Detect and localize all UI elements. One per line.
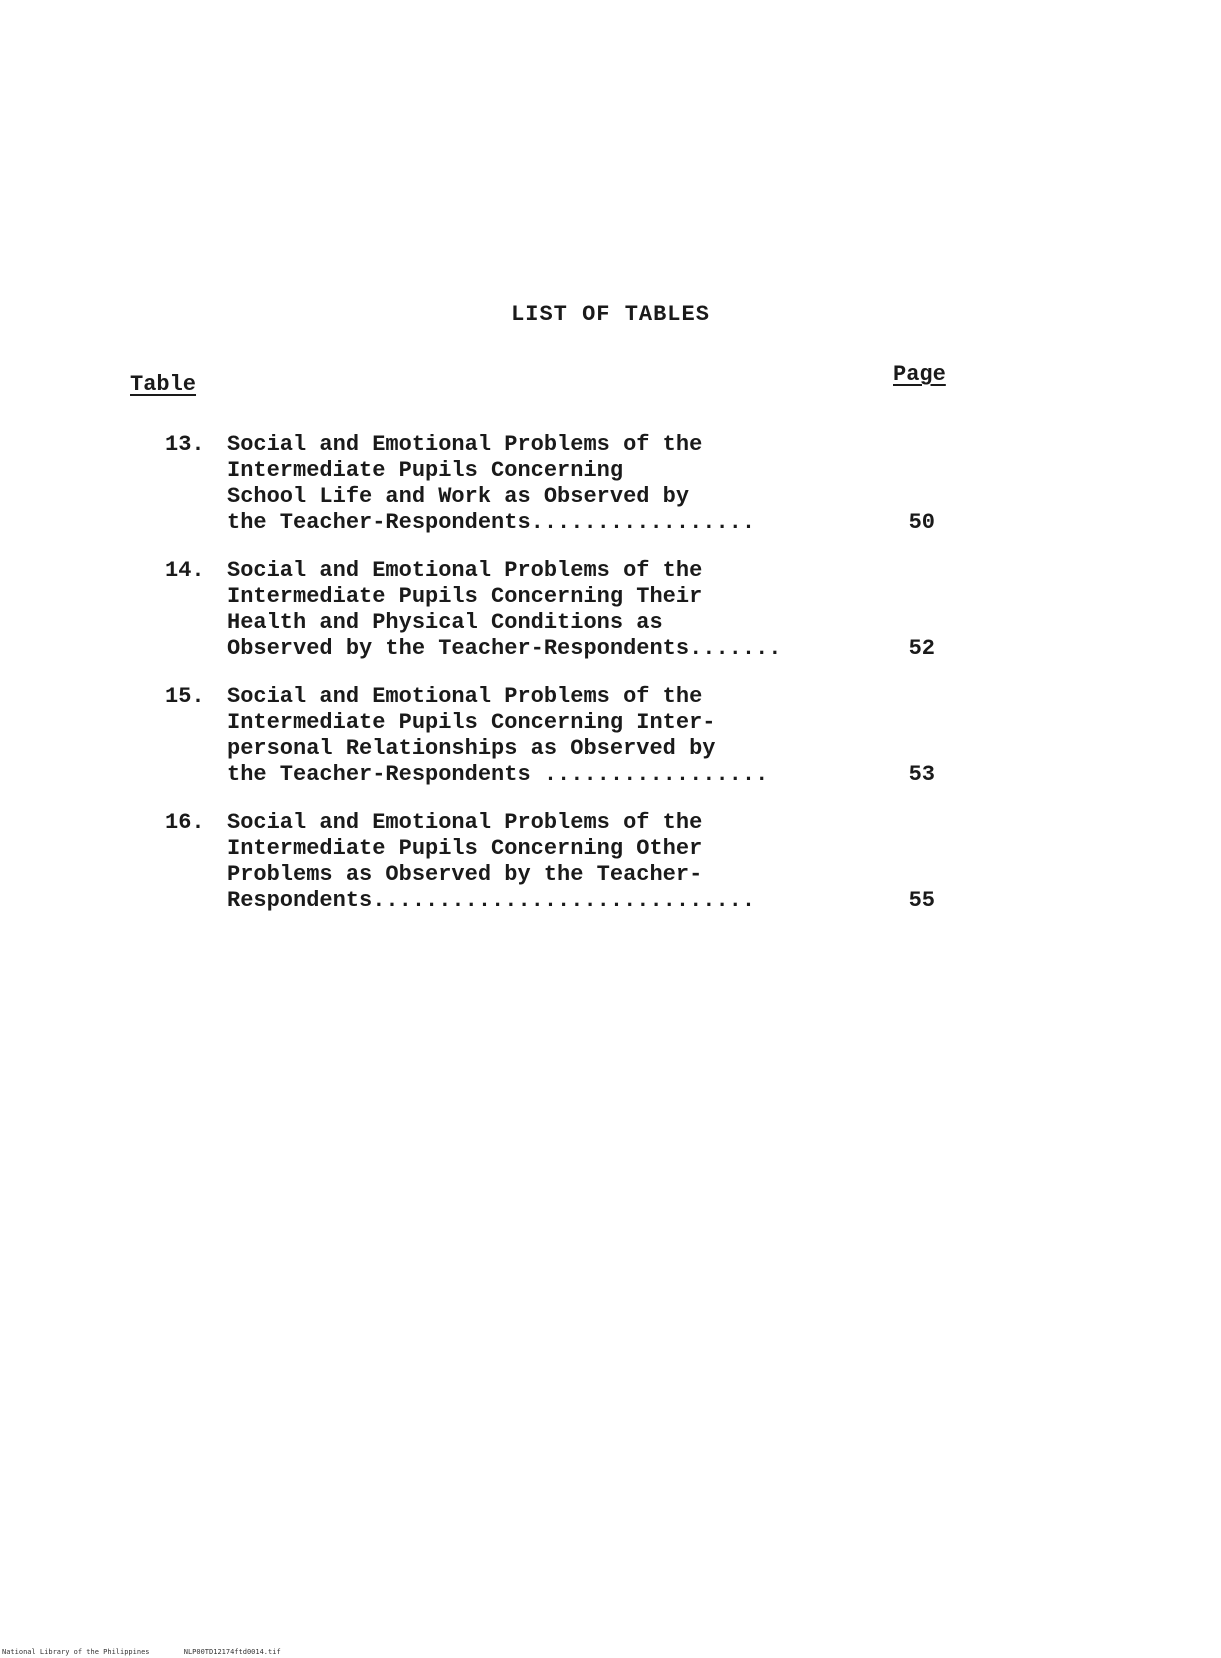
caption-line: Health and Physical Conditions as xyxy=(227,610,663,635)
caption-line: Respondents............................. xyxy=(227,888,756,913)
scan-footer xyxy=(2,1648,311,1656)
caption-line: Observed by the Teacher-Respondents....... xyxy=(227,636,782,661)
caption-line: Social and Emotional Problems of the xyxy=(227,810,703,835)
footer-filename: NLP00TD12174ftd0014.tif xyxy=(183,1648,281,1656)
caption-line: Social and Emotional Problems of the xyxy=(227,558,703,583)
table-list xyxy=(165,432,955,936)
caption-line: Intermediate Pupils Concerning Their xyxy=(227,584,703,609)
table-caption xyxy=(227,810,867,914)
caption-line: Intermediate Pupils Concerning Inter- xyxy=(227,710,716,735)
table-number: 13. xyxy=(165,432,205,457)
footer-library: National Library of the Philippines xyxy=(2,1648,150,1656)
table-caption xyxy=(227,684,867,788)
caption-line: Social and Emotional Problems of the xyxy=(227,684,703,709)
caption-line: the Teacher-Respondents................. xyxy=(227,510,756,535)
page-number: 52 xyxy=(908,636,935,661)
page-title: LIST OF TABLES xyxy=(511,302,710,327)
caption-line: School Life and Work as Observed by xyxy=(227,484,690,509)
caption-line: Problems as Observed by the Teacher- xyxy=(227,862,703,887)
list-item xyxy=(165,558,955,662)
table-caption xyxy=(227,558,867,662)
page-number: 55 xyxy=(908,888,935,913)
caption-line: the Teacher-Respondents ................. xyxy=(227,762,769,787)
page-number: 53 xyxy=(908,762,935,787)
caption-line: Intermediate Pupils Concerning xyxy=(227,458,624,483)
table-number: 15. xyxy=(165,684,205,709)
table-number: 16. xyxy=(165,810,205,835)
caption-line: personal Relationships as Observed by xyxy=(227,736,716,761)
table-column-header: Table xyxy=(130,372,197,397)
table-number: 14. xyxy=(165,558,205,583)
caption-line: Intermediate Pupils Concerning Other xyxy=(227,836,703,861)
caption-line: Social and Emotional Problems of the xyxy=(227,432,703,457)
list-item xyxy=(165,684,955,788)
list-item xyxy=(165,810,955,914)
table-caption xyxy=(227,432,867,536)
page-number: 50 xyxy=(908,510,935,535)
list-item xyxy=(165,432,955,536)
page-column-header: Page xyxy=(893,362,946,387)
